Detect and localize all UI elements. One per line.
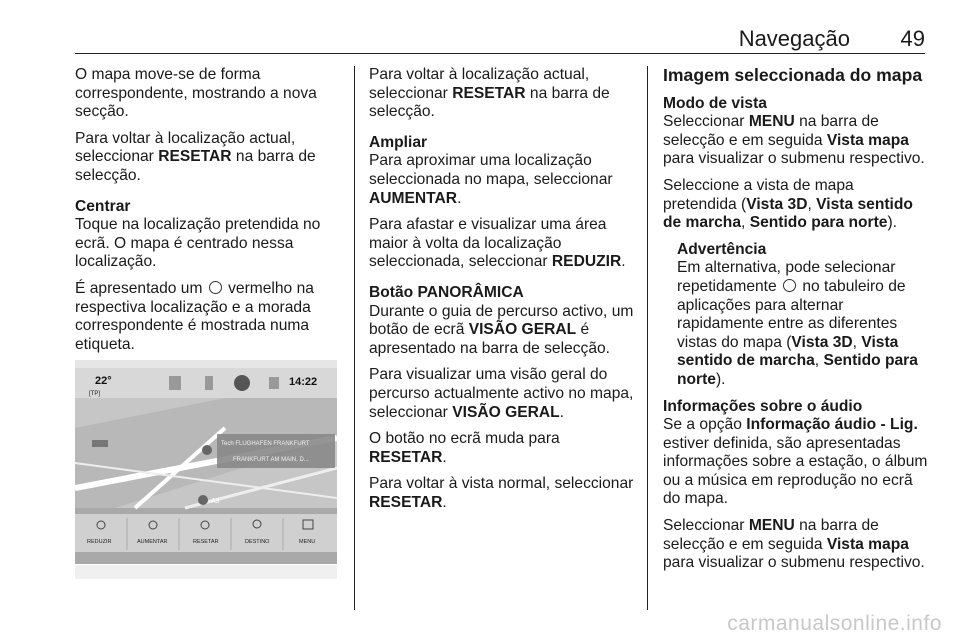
paragraph: Seleccionar MENU na barra de selecção e em seguida Vista mapa para visualizar o submenu respectivo. [663,517,925,572]
paragraph: Seleccionar MENU na barra de selecção e em seguida Vista mapa para visualizar o submenu respectivo. [663,113,925,168]
reduzir-button: REDUZIR [87,539,112,545]
phone-icon [169,376,181,390]
paragraph: Para voltar à vista normal, seleccionar RESETAR. [369,475,634,511]
column-3 [663,66,931,581]
header-rule [75,53,925,54]
column-2 [369,66,637,520]
aumentar-button: AUMENTAR [137,539,168,545]
address-label-bottom: FRANKFURT AM MAIN, D... [233,457,309,463]
paragraph: Para voltar à localização actual, seleccionar RESETAR na barra de selecção. [75,129,316,184]
paragraph: Para visualizar uma visão geral do percurso actualmente activo no mapa, seleccionar VISÃO GERAL. [369,366,634,421]
tp-label: [TP] [89,391,101,397]
navigation-screen-figure [75,360,337,564]
paragraph: O botão no ecrã muda para RESETAR. [369,430,560,466]
column-divider [354,66,355,610]
menu-button: MENU [299,539,316,545]
temperature-label: 22° [95,375,112,387]
paragraph: Toque na localização pretendida no ecrã. O mapa é centrado nessa localização. [75,216,321,271]
map-screen-svg [75,368,337,564]
page-number: 49 [900,26,925,51]
paragraph: Para afastar e visualizar uma área maior à volta da localização seleccionada, seleccionar REDUZIR. [369,216,626,271]
road-badge [198,495,208,505]
paragraph: Seleccione a vista de mapa pretendida (Vista 3D, Vista sentido de marcha, Sentido para norte). [663,176,913,232]
paragraph: Para aproximar uma localização seleccionada no mapa, seleccionar AUMENTAR. [369,152,613,207]
paragraph: Para voltar à localização actual, seleccionar RESETAR na barra de selecção. [369,66,610,121]
figure-footer [75,565,337,579]
paragraph: Se a opção Informação áudio - Lig. estiver definida, são apresentadas informações sobre a estação, o álbum ou a música em reprodução no ecrã do mapa. [663,416,928,508]
paragraph: Durante o guia de percurso activo, um botão de ecrã VISÃO GERAL é apresentado na barra de selecção. [369,302,634,357]
heading-modo-de-vista: Modo de vista [663,94,767,112]
heading-panoramica: Botão PANORÂMICA [369,283,524,301]
apps-icon [269,377,279,389]
note-block [677,241,931,390]
heading-centrar: Centrar [75,197,131,215]
paragraph: Em alternativa, pode selecionar repetidamente no tabuleiro de aplicações para alternar rapidamente entre as diferentes vistas do mapa (Vista 3D, Vista sentido de marcha, Sentido para norte). [677,259,918,388]
media-icon [205,376,213,390]
paragraph: É apresentado um vermelho na respectiva localização e a morada correspondente é mostrada numa etiqueta. [75,279,314,353]
road-label: A3 [211,498,220,505]
heading-ampliar: Ampliar [369,133,428,151]
heading-imagem: Imagem seleccionada do mapa [663,65,923,85]
section-title: Navegação [738,26,850,51]
address-label-top: Tech FLUGHAFEN FRANKFURT [221,441,310,447]
watermark: carmanualsonline.info [727,612,942,635]
location-marker [202,445,212,455]
time-label: 14:22 [289,376,318,388]
resetar-button: RESETAR [193,539,219,545]
circle-icon [209,281,222,294]
column-divider [647,66,648,610]
navigation-icon [234,375,250,391]
column-1 [75,66,343,362]
destino-button: DESTINO [245,539,270,545]
page-header [75,22,925,52]
map-screen [75,368,337,564]
navigation-app-icon [783,279,796,292]
map-marker [92,440,108,447]
heading-audio: Informações sobre o áudio [663,397,863,415]
paragraph: O mapa move-se de forma correspondente, mostrando a nova secção. [75,66,317,121]
note-title: Advertência [677,240,767,258]
